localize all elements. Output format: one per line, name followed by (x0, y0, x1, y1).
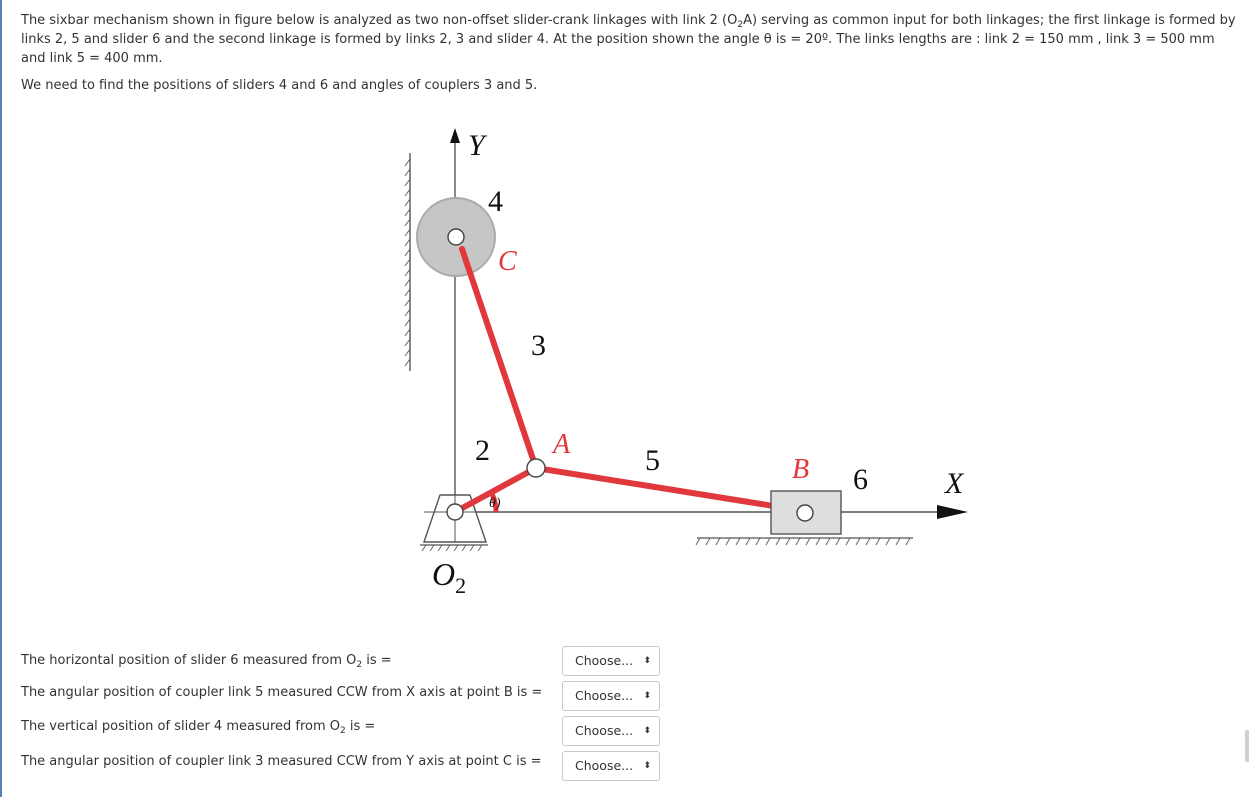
x-axis-arrow-icon (937, 505, 968, 519)
intro-part-1: The sixbar mechanism shown in figure below is analyzed as two non-offset slider-crank linkages with link 2 (O (21, 13, 738, 28)
select-arrow-icon: ⬍ (643, 726, 651, 736)
link-2-label: 2 (475, 434, 490, 467)
link-3-label: 3 (531, 329, 546, 362)
coupler-3-angle-select[interactable]: Choose... ⬍ (562, 751, 660, 781)
slider-4-position-select[interactable]: Choose... ⬍ (562, 716, 660, 746)
joint-c (448, 229, 464, 245)
select-arrow-icon: ⬍ (643, 656, 651, 666)
select-arrow-icon: ⬍ (643, 761, 651, 771)
x-axis-label: X (945, 467, 964, 500)
question-row-slider-6: The horizontal position of slider 6 measured from $O_2$ is = (21, 653, 392, 670)
question-row-slider-4: The vertical position of slider 4 measured from $O_2$ is = (21, 719, 376, 736)
link-4-label: 4 (488, 185, 503, 218)
point-b-label: B (792, 454, 810, 485)
link-5 (536, 468, 805, 511)
theta-label: θ) (489, 496, 501, 511)
question-row-coupler-3: The angular position of coupler link 3 measured CCW from Y axis at point C is = (21, 754, 542, 769)
coupler-5-angle-select[interactable]: Choose... ⬍ (562, 681, 660, 711)
link-5-label: 5 (645, 444, 660, 477)
joint-b (797, 505, 813, 521)
question-task: We need to find the positions of sliders 4 and 6 and angles of couplers 3 and 5. (21, 78, 538, 93)
wall-hatching (405, 159, 410, 366)
scrollbar-stub[interactable] (1245, 730, 1249, 762)
intro-part-2: A) serving as common input for both linkages; the first linkage is formed by links 2, 5 and slider 6 and the second linkage is formed by links 2, 3 and slider 4. At the position shown the angle θ is = 20º. The links lengths are : link 2 = 150 mm , link 3 = 500 mm and link 5 = 400 mm. (21, 13, 1236, 66)
mechanism-figure (400, 115, 980, 605)
question-intro (21, 11, 1236, 68)
link-3 (462, 249, 536, 468)
point-c-label: C (498, 246, 517, 277)
intro-subscript: 2 (737, 20, 744, 30)
joint-o2 (447, 504, 463, 520)
question-row-coupler-5: The angular position of coupler link 5 measured CCW from X axis at point B is = (21, 685, 543, 700)
slider-6-position-select[interactable]: Choose... ⬍ (562, 646, 660, 676)
pivot-hatching (422, 545, 482, 551)
ground-hatching (696, 538, 910, 545)
link-6-label: 6 (853, 463, 868, 496)
point-a-label: A (553, 429, 571, 460)
select-arrow-icon: ⬍ (643, 691, 651, 701)
origin-label: $O_2$ (432, 556, 467, 598)
joint-a (527, 459, 545, 477)
page-left-border (0, 0, 2, 797)
y-axis-label: Y (468, 129, 485, 162)
y-axis-arrow-icon (450, 128, 460, 143)
question-text (21, 11, 1236, 95)
